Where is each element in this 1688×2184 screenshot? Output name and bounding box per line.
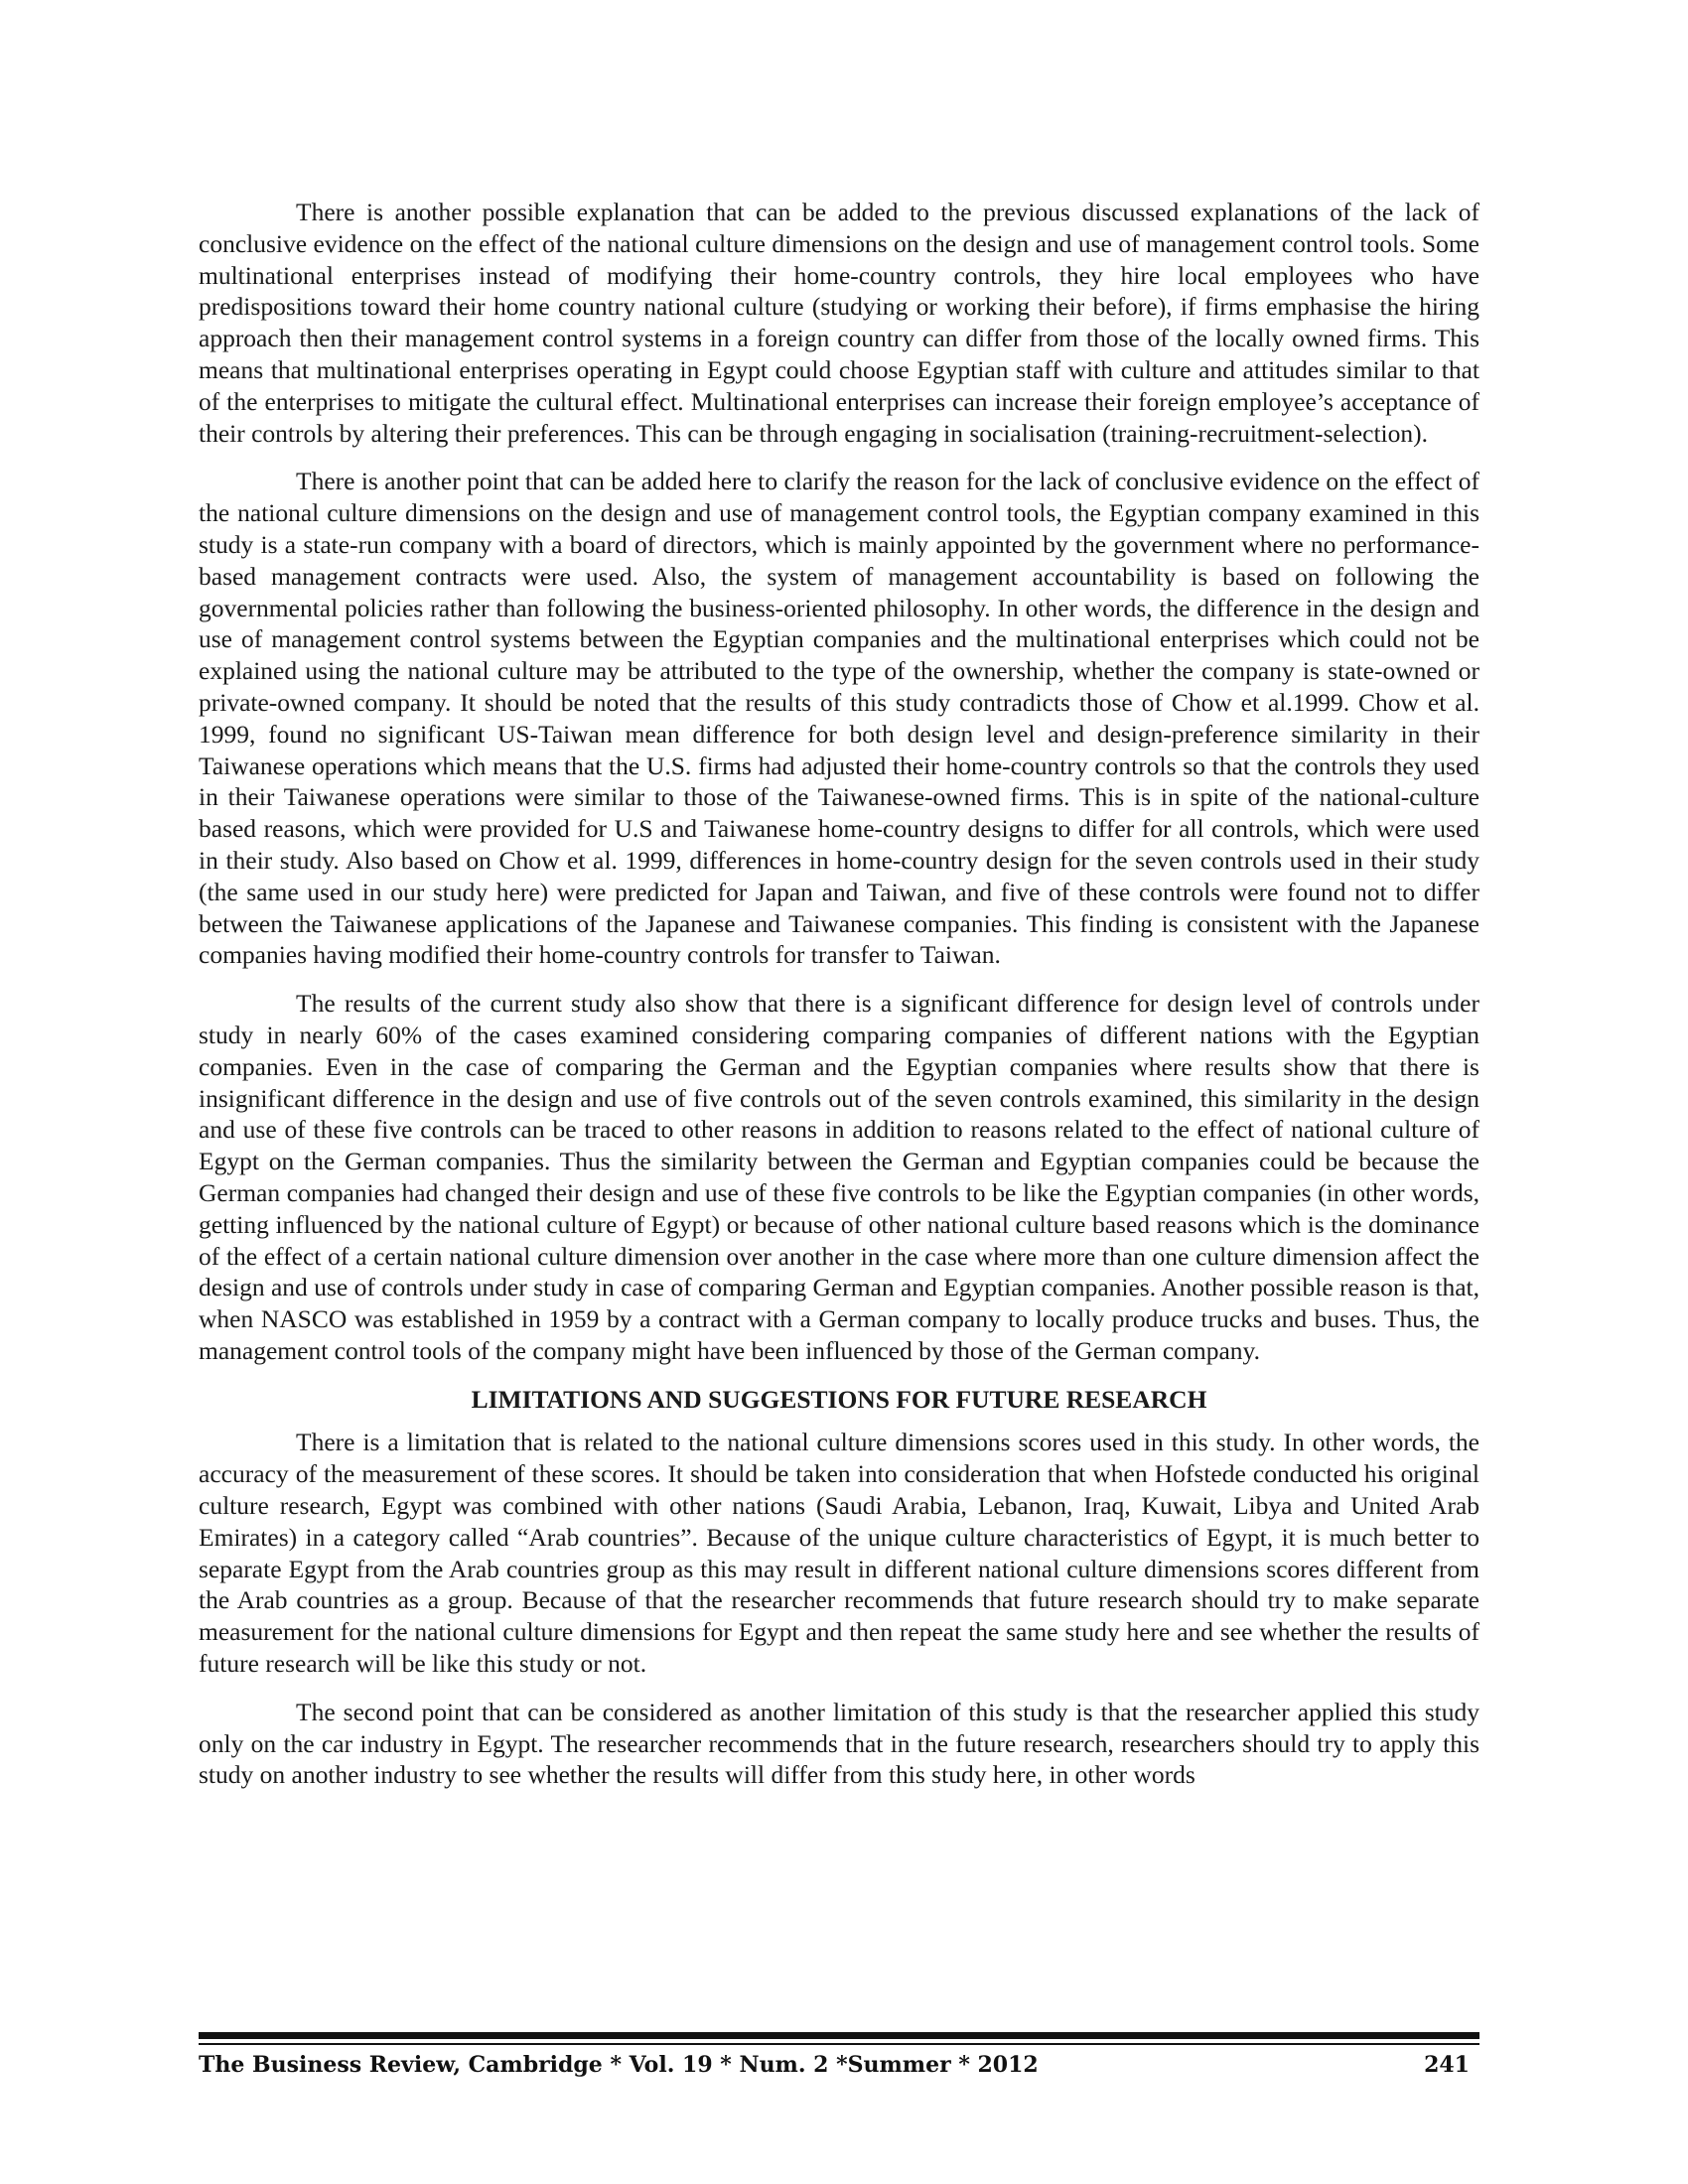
paragraph-limitation-industry: The second point that can be considered as another limitation of this study is that the researcher applied this study only on the car industry in Egypt. The researcher recommends that in the future research, researchers should try to apply this study on another industry to see whether the results will differ from this study here, in other words: [199, 1697, 1479, 1790]
page-footer: [199, 2052, 1479, 2088]
footer-divider-thick: [199, 2032, 1479, 2039]
footer-divider-thin: [199, 2043, 1479, 2045]
section-heading-limitations: LIMITATIONS AND SUGGESTIONS FOR FUTURE RESEARCH: [471, 1384, 1207, 1414]
footer-journal-citation: The Business Review, Cambridge * Vol. 19 * Num. 2 *Summer * 2012: [199, 2052, 1039, 2078]
paragraph-limitation-scores: There is a limitation that is related to the national culture dimensions scores used in this study. In other words, the accuracy of the measurement of these scores. It should be taken into consideration that when Hofstede conducted his original culture research, Egypt was combined with other nations (Saudi Arabia, Lebanon, Iraq, Kuwait, Libya and United Arab Emirates) in a category called “Arab countries”. Because of the unique culture characteristics of Egypt, it is much better to separate Egypt from the Arab countries group as this may result in different national culture dimensions scores different from the Arab countries as a group. Because of that the researcher recommends that future research should try to make separate measurement for the national culture dimensions for Egypt and then repeat the same study here and see whether the results of future research will be like this study or not.: [199, 1428, 1479, 1679]
page-body: [199, 197, 1479, 1808]
footer-page-number: 241: [1424, 2052, 1470, 2078]
paragraph-state-ownership: There is another point that can be added here to clarify the reason for the lack of conclusive evidence on the effect of the national culture dimensions on the design and use of management control tools, the Egyptian company examined in this study is a state-run company with a board of directors, which is mainly appointed by the government where no performance-based management contracts were used. Also, the system of management accountability is based on following the governmental policies rather than following the business-oriented philosophy. In other words, the difference in the design and use of management control systems between the Egyptian companies and the multinational enterprises which could not be explained using the national culture may be attributed to the type of the ownership, whether the company is state-owned or private-owned company. It should be noted that the results of this study contradicts those of Chow et al.1999. Chow et al. 1999, found no significant US-Taiwan mean difference for both design level and design-preference similarity in their Taiwanese operations which means that the U.S. firms had adjusted their home-country controls so that the controls they used in their Taiwanese operations were similar to those of the Taiwanese-owned firms. This is in spite of the national-culture based reasons, which were provided for U.S and Taiwanese home-country designs to differ for all controls, which were used in their study. Also based on Chow et al. 1999, differences in home-country design for the seven controls used in their study (the same used in our study here) were predicted for Japan and Taiwan, and five of these controls were found not to differ between the Taiwanese applications of the Japanese and Taiwanese companies. This finding is consistent with the Japanese companies having modified their home-country controls for transfer to Taiwan.: [199, 467, 1479, 970]
paragraph-current-study-results: The results of the current study also show that there is a significant difference for design level of controls under study in nearly 60% of the cases examined considering comparing companies of different nations with the Egyptian companies. Even in the case of comparing the German and the Egyptian companies where results show that there is insignificant difference in the design and use of five controls out of the seven controls examined, this similarity in the design and use of these five controls can be traced to other reasons in addition to reasons related to the effect of national culture of Egypt on the German companies. Thus the similarity between the German and Egyptian companies could be because the German companies had changed their design and use of these five controls to be like the Egyptian companies (in other words, getting influenced by the national culture of Egypt) or because of other national culture based reasons which is the dominance of the effect of a certain national culture dimension over another in the case where more than one culture dimension affect the design and use of controls under study in case of comparing German and Egyptian companies. Another possible reason is that, when NASCO was established in 1959 by a contract with a German company to locally produce trucks and buses. Thus, the management control tools of the company might have been influenced by those of the German company.: [199, 989, 1479, 1365]
paragraph-explanation-hiring: There is another possible explanation that can be added to the previous discussed explanations of the lack of conclusive evidence on the effect of the national culture dimensions on the design and use of management control tools. Some multinational enterprises instead of modifying their home-country controls, they hire local employees who have predispositions toward their home country national culture (studying or working their before), if firms emphasise the hiring approach then their management control systems in a foreign country can differ from those of the locally owned firms. This means that multinational enterprises operating in Egypt could choose Egyptian staff with culture and attitudes similar to that of the enterprises to mitigate the cultural effect. Multinational enterprises can increase their foreign employee’s acceptance of their controls by altering their preferences. This can be through engaging in socialisation (training-recruitment-selection).: [199, 198, 1479, 448]
